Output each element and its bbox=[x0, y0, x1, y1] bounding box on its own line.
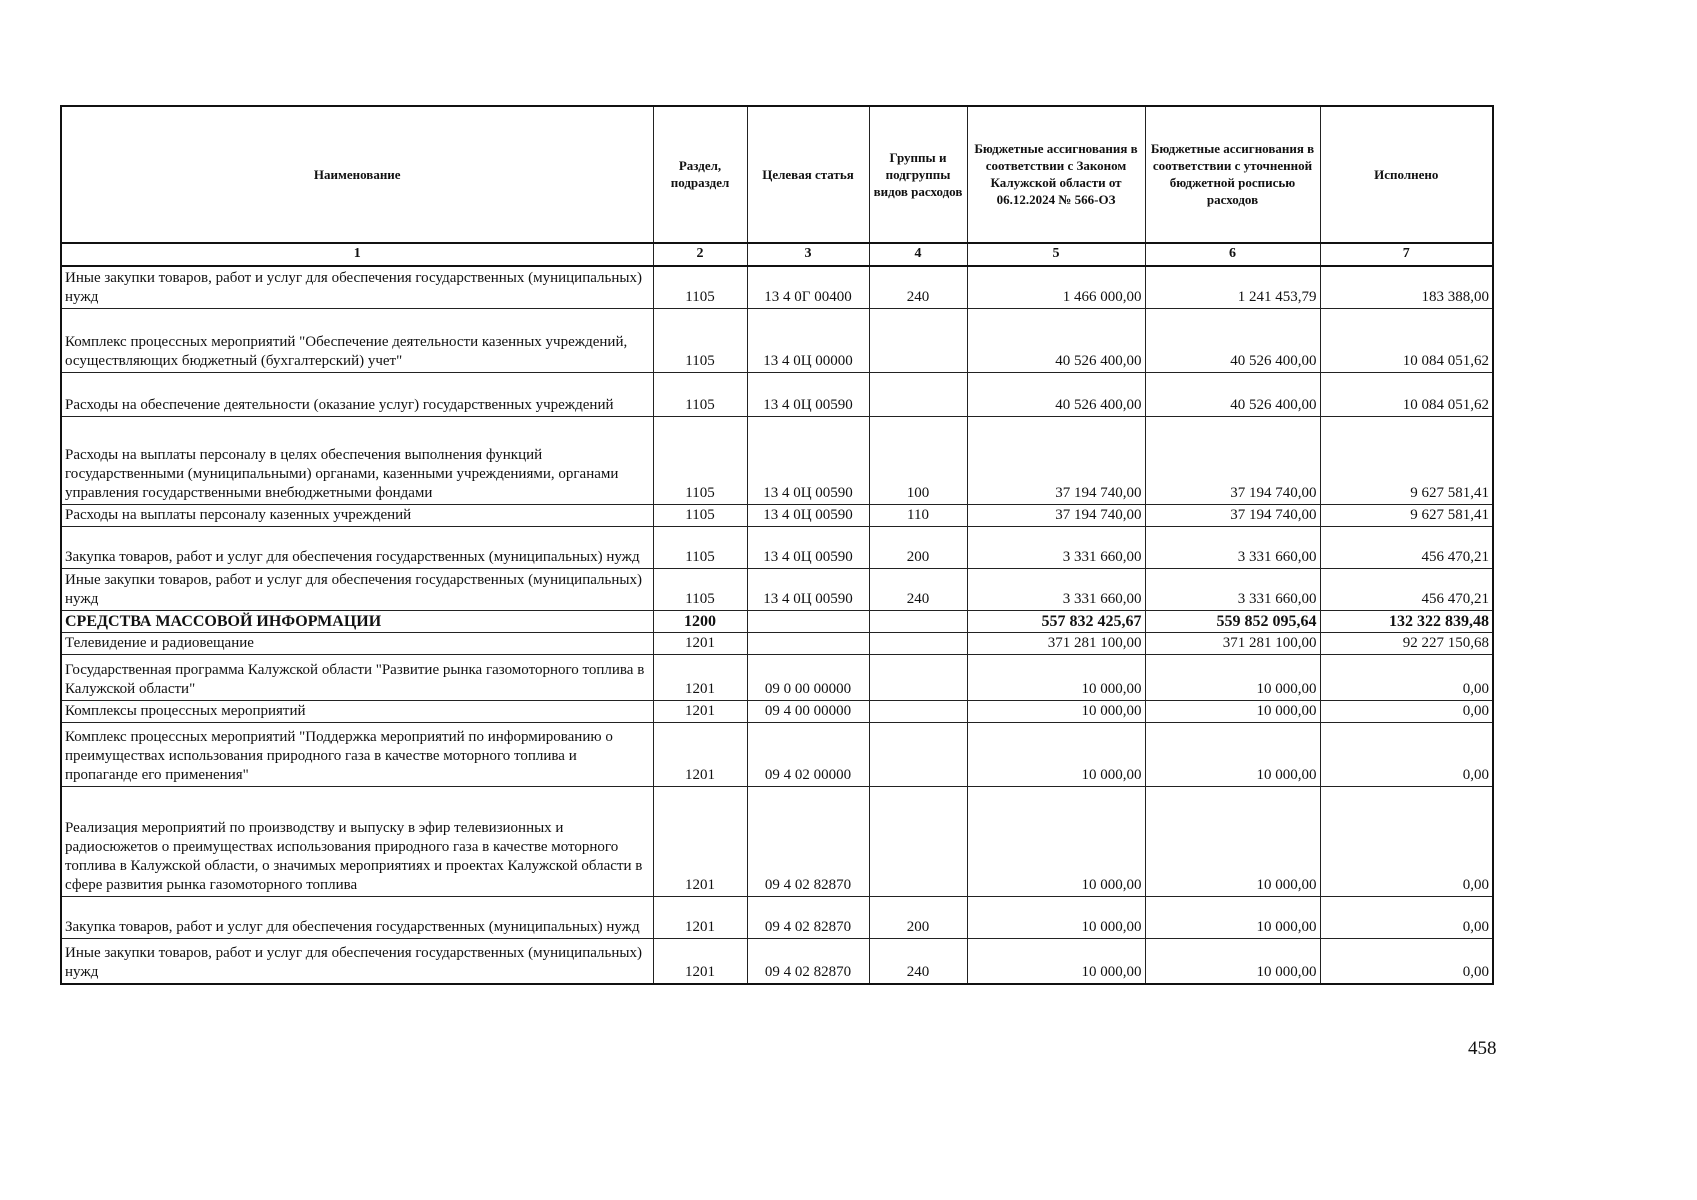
row-name: Телевидение и радиовещание bbox=[61, 632, 653, 654]
row-expense-group bbox=[869, 700, 967, 722]
row-target-article: 09 0 00 00000 bbox=[747, 654, 869, 700]
row-name: Расходы на выплаты персоналу в целях обеспечения выполнения функций государственными (муниципальными) органами, казенными учреждениями, органами управления государственными внебюджетными фондами bbox=[61, 416, 653, 504]
row-section: 1201 bbox=[653, 786, 747, 896]
page-number: 458 bbox=[1468, 1038, 1497, 1059]
row-executed: 0,00 bbox=[1320, 786, 1493, 896]
row-section: 1105 bbox=[653, 504, 747, 526]
row-expense-group: 240 bbox=[869, 938, 967, 984]
row-section: 1105 bbox=[653, 308, 747, 372]
row-law-allocation: 10 000,00 bbox=[967, 896, 1145, 938]
row-executed: 0,00 bbox=[1320, 654, 1493, 700]
row-expense-group bbox=[869, 372, 967, 416]
row-executed: 0,00 bbox=[1320, 896, 1493, 938]
row-section: 1105 bbox=[653, 266, 747, 308]
table-row bbox=[61, 632, 1493, 654]
row-refined-allocation: 3 331 660,00 bbox=[1145, 526, 1320, 568]
row-law-allocation: 40 526 400,00 bbox=[967, 308, 1145, 372]
row-executed: 456 470,21 bbox=[1320, 526, 1493, 568]
row-name: Комплекс процессных мероприятий "Обеспечение деятельности казенных учреждений, осуществляющих бюджетный (бухгалтерский) учет" bbox=[61, 308, 653, 372]
header-section: Раздел, подраздел bbox=[653, 106, 747, 243]
row-name: Расходы на обеспечение деятельности (оказание услуг) государственных учреждений bbox=[61, 372, 653, 416]
table-row bbox=[61, 786, 1493, 896]
row-law-allocation: 37 194 740,00 bbox=[967, 504, 1145, 526]
row-expense-group bbox=[869, 722, 967, 786]
row-expense-group: 110 bbox=[869, 504, 967, 526]
row-name: Иные закупки товаров, работ и услуг для обеспечения государственных (муниципальных) нужд bbox=[61, 568, 653, 610]
row-refined-allocation: 37 194 740,00 bbox=[1145, 416, 1320, 504]
row-law-allocation: 10 000,00 bbox=[967, 654, 1145, 700]
row-section: 1201 bbox=[653, 632, 747, 654]
row-law-allocation: 10 000,00 bbox=[967, 700, 1145, 722]
row-executed: 10 084 051,62 bbox=[1320, 372, 1493, 416]
row-expense-group bbox=[869, 654, 967, 700]
header-refined-allocation: Бюджетные ассигнования в соответствии с уточненной бюджетной росписью расходов bbox=[1145, 106, 1320, 243]
row-expense-group bbox=[869, 632, 967, 654]
row-expense-group: 200 bbox=[869, 526, 967, 568]
row-law-allocation: 10 000,00 bbox=[967, 938, 1145, 984]
row-law-allocation: 37 194 740,00 bbox=[967, 416, 1145, 504]
budget-table bbox=[60, 105, 1494, 985]
row-name: Иные закупки товаров, работ и услуг для обеспечения государственных (муниципальных) нужд bbox=[61, 266, 653, 308]
row-section: 1201 bbox=[653, 722, 747, 786]
row-law-allocation: 1 466 000,00 bbox=[967, 266, 1145, 308]
row-refined-allocation: 1 241 453,79 bbox=[1145, 266, 1320, 308]
row-executed: 0,00 bbox=[1320, 938, 1493, 984]
header-target-article: Целевая статья bbox=[747, 106, 869, 243]
row-refined-allocation: 371 281 100,00 bbox=[1145, 632, 1320, 654]
row-section: 1105 bbox=[653, 372, 747, 416]
table-row bbox=[61, 266, 1493, 308]
table-row bbox=[61, 372, 1493, 416]
row-expense-group: 240 bbox=[869, 568, 967, 610]
row-executed: 92 227 150,68 bbox=[1320, 632, 1493, 654]
row-section: 1201 bbox=[653, 654, 747, 700]
row-section: 1201 bbox=[653, 700, 747, 722]
row-law-allocation: 557 832 425,67 bbox=[967, 610, 1145, 632]
table-row bbox=[61, 308, 1493, 372]
table-row bbox=[61, 896, 1493, 938]
row-expense-group bbox=[869, 610, 967, 632]
row-refined-allocation: 3 331 660,00 bbox=[1145, 568, 1320, 610]
row-executed: 456 470,21 bbox=[1320, 568, 1493, 610]
table-row bbox=[61, 416, 1493, 504]
column-number: 4 bbox=[869, 243, 967, 266]
row-refined-allocation: 10 000,00 bbox=[1145, 654, 1320, 700]
row-executed: 0,00 bbox=[1320, 700, 1493, 722]
row-law-allocation: 40 526 400,00 bbox=[967, 372, 1145, 416]
row-section: 1105 bbox=[653, 526, 747, 568]
row-name: Закупка товаров, работ и услуг для обеспечения государственных (муниципальных) нужд bbox=[61, 526, 653, 568]
column-number: 6 bbox=[1145, 243, 1320, 266]
row-target-article: 13 4 0Ц 00000 bbox=[747, 308, 869, 372]
column-number-row bbox=[61, 243, 1493, 266]
row-section: 1201 bbox=[653, 896, 747, 938]
row-law-allocation: 10 000,00 bbox=[967, 722, 1145, 786]
row-refined-allocation: 10 000,00 bbox=[1145, 938, 1320, 984]
row-target-article bbox=[747, 610, 869, 632]
table-row bbox=[61, 610, 1493, 632]
header-executed: Исполнено bbox=[1320, 106, 1493, 243]
row-refined-allocation: 10 000,00 bbox=[1145, 700, 1320, 722]
row-executed: 9 627 581,41 bbox=[1320, 416, 1493, 504]
table-row bbox=[61, 722, 1493, 786]
row-target-article: 09 4 02 82870 bbox=[747, 786, 869, 896]
row-expense-group bbox=[869, 308, 967, 372]
row-target-article bbox=[747, 632, 869, 654]
row-law-allocation: 371 281 100,00 bbox=[967, 632, 1145, 654]
row-refined-allocation: 40 526 400,00 bbox=[1145, 372, 1320, 416]
row-executed: 9 627 581,41 bbox=[1320, 504, 1493, 526]
row-expense-group: 100 bbox=[869, 416, 967, 504]
row-name: Расходы на выплаты персоналу казенных учреждений bbox=[61, 504, 653, 526]
row-section: 1200 bbox=[653, 610, 747, 632]
row-refined-allocation: 559 852 095,64 bbox=[1145, 610, 1320, 632]
header-name: Наименование bbox=[61, 106, 653, 243]
row-executed: 132 322 839,48 bbox=[1320, 610, 1493, 632]
table-row bbox=[61, 938, 1493, 984]
row-target-article: 13 4 0Ц 00590 bbox=[747, 568, 869, 610]
header-expense-group: Группы и подгруппы видов расходов bbox=[869, 106, 967, 243]
table-row bbox=[61, 526, 1493, 568]
row-law-allocation: 10 000,00 bbox=[967, 786, 1145, 896]
row-name: СРЕДСТВА МАССОВОЙ ИНФОРМАЦИИ bbox=[61, 610, 653, 632]
row-target-article: 09 4 02 82870 bbox=[747, 896, 869, 938]
row-executed: 10 084 051,62 bbox=[1320, 308, 1493, 372]
row-target-article: 09 4 02 82870 bbox=[747, 938, 869, 984]
column-number: 3 bbox=[747, 243, 869, 266]
column-number: 1 bbox=[61, 243, 653, 266]
row-name: Иные закупки товаров, работ и услуг для обеспечения государственных (муниципальных) нужд bbox=[61, 938, 653, 984]
table-row bbox=[61, 700, 1493, 722]
row-section: 1105 bbox=[653, 416, 747, 504]
table-row bbox=[61, 654, 1493, 700]
row-name: Закупка товаров, работ и услуг для обеспечения государственных (муниципальных) нужд bbox=[61, 896, 653, 938]
row-target-article: 13 4 0Ц 00590 bbox=[747, 526, 869, 568]
header-law-allocation: Бюджетные ассигнования в соответствии с Законом Калужской области от 06.12.2024 № 566-ОЗ bbox=[967, 106, 1145, 243]
column-number: 7 bbox=[1320, 243, 1493, 266]
row-refined-allocation: 37 194 740,00 bbox=[1145, 504, 1320, 526]
column-number: 5 bbox=[967, 243, 1145, 266]
row-refined-allocation: 40 526 400,00 bbox=[1145, 308, 1320, 372]
table-row bbox=[61, 568, 1493, 610]
row-refined-allocation: 10 000,00 bbox=[1145, 786, 1320, 896]
table-row bbox=[61, 504, 1493, 526]
row-target-article: 13 4 0Ц 00590 bbox=[747, 416, 869, 504]
header-row bbox=[61, 106, 1493, 243]
row-target-article: 13 4 0Г 00400 bbox=[747, 266, 869, 308]
row-name: Государственная программа Калужской области "Развитие рынка газомоторного топлива в Калужской области" bbox=[61, 654, 653, 700]
column-number: 2 bbox=[653, 243, 747, 266]
row-target-article: 13 4 0Ц 00590 bbox=[747, 504, 869, 526]
row-section: 1201 bbox=[653, 938, 747, 984]
row-target-article: 13 4 0Ц 00590 bbox=[747, 372, 869, 416]
row-law-allocation: 3 331 660,00 bbox=[967, 568, 1145, 610]
row-name: Комплексы процессных мероприятий bbox=[61, 700, 653, 722]
row-law-allocation: 3 331 660,00 bbox=[967, 526, 1145, 568]
row-expense-group: 240 bbox=[869, 266, 967, 308]
row-target-article: 09 4 00 00000 bbox=[747, 700, 869, 722]
row-target-article: 09 4 02 00000 bbox=[747, 722, 869, 786]
row-executed: 0,00 bbox=[1320, 722, 1493, 786]
row-name: Реализация мероприятий по производству и выпуску в эфир телевизионных и радиосюжетов о преимуществах использования природного газа в качестве моторного топлива в Калужской области, о значимых мероприятиях и проектах Калужской области в сфере развития рынка газомоторного топлива bbox=[61, 786, 653, 896]
row-refined-allocation: 10 000,00 bbox=[1145, 722, 1320, 786]
row-expense-group bbox=[869, 786, 967, 896]
row-name: Комплекс процессных мероприятий "Поддержка мероприятий по информированию о преимуществах использования природного газа в качестве моторного топлива и пропаганде его применения" bbox=[61, 722, 653, 786]
row-executed: 183 388,00 bbox=[1320, 266, 1493, 308]
row-refined-allocation: 10 000,00 bbox=[1145, 896, 1320, 938]
row-section: 1105 bbox=[653, 568, 747, 610]
row-expense-group: 200 bbox=[869, 896, 967, 938]
